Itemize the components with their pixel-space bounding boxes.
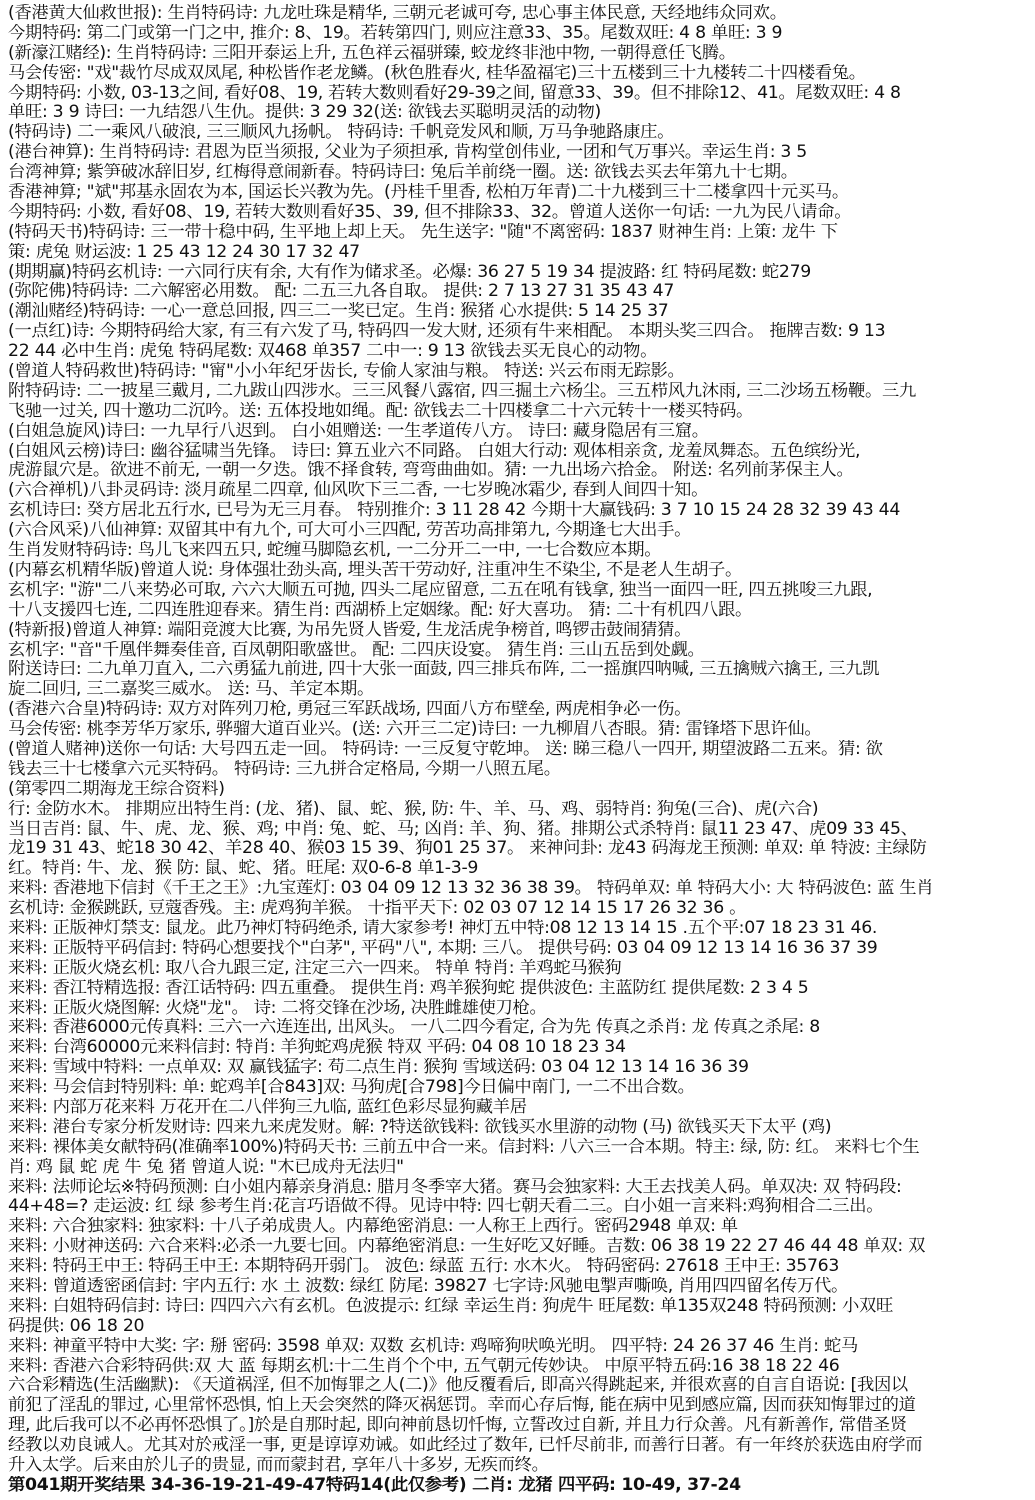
text-line: 来料: 香江特精选报: 香江话特码: 四五重叠。 提供生肖: 鸡羊猴狗蛇 提供波色: 主蓝防红 提供尾数: 2 3 4 5 <box>8 978 809 998</box>
text-line: 单旺: 3 9 诗曰: 一九结怨八生仇。提供: 3 29 32(送: 欲钱去买聪明灵活的动物) <box>8 103 601 123</box>
text-line: 当日吉肖: 鼠、牛、虎、龙、猴、鸡; 中肖: 兔、蛇、马; 凶肖: 羊、狗、猪。排期公式杀特肖: 鼠11 23 47、虎09 33 45、 <box>8 819 918 839</box>
text-line: 香港神算; "斌"邦基永固农为本, 国运长兴教为先。(丹桂千里香, 松柏万年青)二十九楼到三十二楼拿四十元买马。 <box>8 183 849 203</box>
text-line: 玄机字: "音"千凰伴舞奏佳音, 百凤朝阳歌盛世。 配: 二四庆设宴。 猜生肖: 三山五岳到处觑。 <box>8 640 705 660</box>
text-line: 马会传密: "戏"裁竹尽成双凤尾, 种松皆作老龙鳞。(秋色胜春火, 桂华盈福宅)三十五楼到三十九楼转二十四楼看兔。 <box>8 63 866 83</box>
text-line: 理, 此后我可以不必再怀恐惧了。]於是自那时起, 即向神前恳切忏悔, 立誓改过自新, 并且力行众善。凡有新善作, 常借圣贤 <box>8 1416 907 1436</box>
text-line: 附特码诗: 二一披星三戴月, 二九跋山四涉水。三三风餐八露宿, 四三掘土六杨尘。三五栉风九沐雨, 三二沙场五杨鞭。三九 <box>8 381 916 401</box>
text-line: 来料: 法师论坛※特码预测: 白小姐内幕亲身消息: 腊月冬季宰大猪。赛马会独家料: 大王去找美人码。单双决: 双 特码段: <box>8 1177 902 1197</box>
text-line: 经教以劝良诫人。尤其对於戒淫一事, 更是谆谆劝诫。如此经过了数年, 已忏尽前非, 而善行日著。有一年终於获选由府学而 <box>8 1436 923 1456</box>
text-line: (第零四二期海龙王综合资料) <box>8 779 225 799</box>
text-line: 来料: 正版火烧玄机: 取八合九跟三定, 注定三六一四来。 特单 特肖: 羊鸡蛇马猴狗 <box>8 958 622 978</box>
text-line: 来料: 裸体美女献特码(准确率100%)特码天书: 三前五中合一来。信封料: 八六三一合本期。特主: 绿, 防: 红。 来料七个生 <box>8 1137 920 1157</box>
text-line: 飞驰一过关, 四十邀功二沉吟。送: 五体投地如绳。配: 欲钱去二十四楼拿二十六元转十一楼买特码。 <box>8 401 754 421</box>
text-line: (六合风采)八仙神算: 双留其中有九个, 可大可小三四配, 劳苦功高排第九, 今期逢七大出手。 <box>8 521 692 541</box>
text-line: 来料: 香港地下信封《千王之王》:九宝莲灯: 03 04 09 12 13 32 36 38 39。 特码单双: 单 特码大小: 大 特码波色: 蓝 生肖 <box>8 879 934 899</box>
text-line: 前犯了淫乱的罪过, 心里常怀恐惧, 怕上天会突然的降灭祸惩罚。幸而心存后悔, 能在病中见到感应篇, 因而获知悔罪过的道 <box>8 1396 916 1416</box>
text-line: 玄机诗: 金猴跳跃, 豆蔻香残。主: 虎鸡狗羊猴。 十指平天下: 02 03 07 12 14 15 17 26 32 36 。 <box>8 899 747 919</box>
text-line: 来料: 白姐特码信封: 诗曰: 四四六六有玄机。色波提示: 红绿 幸运生肖: 狗虎牛 旺尾数: 单135双248 特码预测: 小双旺 <box>8 1296 893 1316</box>
text-line: 今期特码: 第二门或第一门之中, 推介: 8、19。若转第四门, 则应注意33、35。尾数双旺: 4 8 单旺: 3 9 <box>8 23 783 43</box>
text-line: 行: 金防水木。 排期应出特生肖: (龙、猪)、鼠、蛇、猴, 防: 牛、羊、马、鸡、弱特肖: 狗兔(三合)、虎(六合) <box>8 799 819 819</box>
text-line: 六合彩精选(生活幽默): 《天道祸淫, 但不加悔罪之人(二)》他反覆看后, 即高兴得跳起来, 并很欢喜的自言自语说: [我因以 <box>8 1376 908 1396</box>
text-line: (香港黄大仙救世报): 生肖特码诗: 九龙吐珠是精华, 三朝元老诚可夸, 忠心事主体民意, 天经地纬众同欢。 <box>8 4 787 23</box>
text-line: (特新报)曾道人神算: 端阳竞渡大比赛, 为吊先贤人皆爱, 生龙活虎争榜首, 鸣锣击鼓闹猜猜。 <box>8 620 692 640</box>
text-line: (特码天书)特码诗: 三一带十稳中码, 生平地上却上天。 先生送字: "随"不离密码: 1837 财神生肖: 上策: 龙牛 下 <box>8 222 838 242</box>
text-line: 生肖发财特码诗: 鸟儿飞来四五只, 蛇缠马脚隐玄机, 一二分开二一中, 一七合数应本期。 <box>8 541 662 561</box>
text-line: (一点红)诗: 今期特码给大家, 有三有六发了马, 特码四一发大财, 还须有牛来相配。 本期头奖三四合。 拖牌吉数: 9 13 <box>8 322 886 342</box>
text-line: (特码诗) 二一乘风八破浪, 三三顺风九扬帆。 特码诗: 千帆竞发风和顺, 万马争驰路康庄。 <box>8 123 675 143</box>
text-line: 来料: 特码王中王: 特码王中王: 本期特码开弱门。 波色: 绿蓝 五行: 水木火。 特码密码: 27618 王中王: 35763 <box>8 1257 840 1277</box>
text-line: 来料: 正版神灯禁支: 鼠龙。此乃神灯特码绝杀, 请大家参考! 神灯五中特:08 12 13 14 15 .五个平:07 18 23 31 46. <box>8 918 878 938</box>
text-line: 附送诗曰: 二九单刀直入, 二六勇猛九前进, 四十大张一面鼓, 四三排兵布阵, 二一摇旗四呐喊, 三五擒贼六擒王, 三九凯 <box>8 660 880 680</box>
text-line: 虎游鼠穴是。欲进不前无, 一朝一夕迭。饿不择食转, 弯弯曲曲如。猜: 一九出场六拾金。 附送: 名列前茅保主人。 <box>8 461 854 481</box>
text-line: 台湾神算; 紫笋破冰辞旧岁, 红梅得意闹新春。特码诗曰: 兔后羊前绕一圈。送: 欲钱去买去年第九十七期。 <box>8 163 798 183</box>
text-line: 旋二回归, 三二嘉奖三威水。 送: 马、羊定本期。 <box>8 680 374 700</box>
text-line: (白姐风云榜)诗曰: 幽谷猛啸当先锋。 诗曰: 算五业六不同路。 白姐大行动: 观体相亲贪, 龙羞凤舞态。五色缤纷光, <box>8 441 861 461</box>
text-line: 龙19 31 43、蛇18 30 42、羊28 40、猴03 15 39、狗01 25 37。 来神问卦: 龙43 码海龙王预测: 单双: 单 特波: 主绿防 <box>8 839 927 859</box>
text-line: (香港六合皇)特码诗: 双方对阵列刀枪, 勇冠三军跃战场, 四面八方布壁垒, 两虎相争必一伤。 <box>8 700 692 720</box>
text-line: 来料: 正版火烧图解: 火烧"龙"。 诗: 二将交锋在沙场, 决胜雌雄使刀枪。 <box>8 998 547 1018</box>
text-line: 来料: 内部万花来料 万花开在二八伴狗三九临, 蓝红色彩尽显狗藏羊居 <box>8 1097 527 1117</box>
text-line: 来料: 正版特平码信封: 特码心想要找个"白茅", 平码"八", 本期: 三八。 提供号码: 03 04 09 12 13 14 16 36 37 39 <box>8 938 878 958</box>
text-line: 来料: 雪域中特料: 一点单双: 双 赢钱猛字: 苟二点生肖: 猴狗 雪域送码: 03 04 12 13 14 16 36 39 <box>8 1058 749 1078</box>
text-line: 来料: 小财神送码: 六合来料:必杀一九要七回。内幕绝密消息: 一生好吃又好睡。吉数: 06 38 19 22 27 46 44 48 单双: 双 <box>8 1237 926 1257</box>
draw-results-footer: 第041期开奖结果 34-36-19-21-49-47特码14(此仅参考) 二肖: 龙猪 四平码: 10-49, 37-24 <box>8 1475 741 1495</box>
text-line: 今期特码: 小数, 03-13之间, 看好08、19, 若转大数则看好29-39之间, 留意33、39。但不排除12、41。尾数双旺: 4 8 <box>8 83 901 103</box>
text-line: (潮汕赌经)特码诗: 一心一意总回报, 四三二一奖已定。生肖: 猴猪 心水提供: 5 14 25 37 <box>8 302 669 322</box>
text-line: (曾道人赌神)送你一句话: 大号四五走一回。 特码诗: 一三反复守乾坤。 送: 睇三稳八一四开, 期望波路二五来。猜: 欲 <box>8 739 883 759</box>
text-line: 策: 虎兔 财运波: 1 25 43 12 24 30 17 32 47 <box>8 242 360 262</box>
text-line: 玄机诗曰: 癸方居北五行水, 已号为无三月春。 特别推介: 3 11 28 42 今期十大赢钱码: 3 7 10 15 24 28 32 39 43 44 <box>8 501 901 521</box>
text-line: (期期赢)特码玄机诗: 一六同行庆有余, 大有作为储求圣。必爆: 36 27 5 19 34 提波路: 红 特码尾数: 蛇279 <box>8 262 811 282</box>
text-line: (港台神算): 生肖特码诗: 君恩为臣当须报, 父业为子须担承, 肯构堂创伟业, 一团和气万事兴。幸运生肖: 3 5 <box>8 143 808 163</box>
text-line: 来料: 港台专家分析发财诗: 四来九来虎发财。解: ?特送欲钱料: 欲钱买水里游的动物 (马) 欲钱买天下太平 (鸡) <box>8 1117 832 1137</box>
text-line: 红。特肖: 牛、龙、猴 防: 鼠、蛇、猪。旺尾: 双0-6-8 单1-3-9 <box>8 859 479 879</box>
text-line: 升入太学。后来由於儿子的贵显, 而而蒙封君, 享年八十多岁, 无疾而终。 <box>8 1456 549 1476</box>
text-body <box>8 4 1025 1476</box>
text-line: (新濠江赌经): 生肖特码诗: 三阳开泰运上升, 五色祥云福骈臻, 蛟龙终非池中物, 一朝得意任飞腾。 <box>8 43 736 63</box>
text-line: 钱去三十七楼拿六元买特码。 特码诗: 三九拼合定格局, 今期一八照五尾。 <box>8 759 561 779</box>
text-line: 来料: 六合独家料: 独家料: 十八子弟成贵人。内幕绝密消息: 一人称王上西行。密码2948 单双: 单 <box>8 1217 738 1237</box>
text-line: (内幕玄机精华版)曾道人说: 身体强壮劲头高, 埋头苦干劳动好, 注重冲生不染尘, 不是老人生胡子。 <box>8 560 743 580</box>
text-line: (曾道人特码救世)特码诗: "甯"小小年纪牙齿长, 专偷人家油与粮。 特送: 兴云布雨无踪影。 <box>8 362 685 382</box>
text-line: 今期特码: 小数, 看好08、19, 若转大数则看好35、39, 但不排除33、32。曾道人送你一句话: 一九为民八请命。 <box>8 202 852 222</box>
text-line: 来料: 香港六合彩特码供:双 大 蓝 每期玄机:十二生肖个个中, 五气朝元传妙诀。 中原平特五码:16 38 18 22 46 <box>8 1356 840 1376</box>
text-line: 来料: 神童平特中大奖: 字: 掰 密码: 3598 单双: 双数 玄机诗: 鸡啼狗吠唤光明。 四平特: 24 26 37 46 生肖: 蛇马 <box>8 1336 858 1356</box>
text-line: 玄机字: "游"二八来势必可取, 六六大顺五可抛, 四头二尾应留意, 二五在吼有钱拿, 独当一面四一旺, 四五挑唆三九跟, <box>8 580 873 600</box>
text-line: 码提供: 06 18 20 <box>8 1316 145 1336</box>
text-line: 马会传密: 桃李芳华万家乐, 骅骝大道百业兴。(送: 六开三二定)诗曰: 一九柳眉八杏眼。猜: 雷锋塔下思许仙。 <box>8 720 822 740</box>
text-line: 来料: 台湾60000元来料信封: 特肖: 羊狗蛇鸡虎猴 特双 平码: 04 08 10 18 23 34 <box>8 1038 626 1058</box>
text-line: (六合禅机)八卦灵码诗: 淡月疏星二四章, 仙风吹下三二香, 一七岁晚冰霜少, 春到人间四十知。 <box>8 481 709 501</box>
text-line: 来料: 香港6000元传真料: 三六一六连连出, 出风头。 一八二四今看定, 合为先 传真之杀肖: 龙 传真之杀尾: 8 <box>8 1018 820 1038</box>
text-line: 十八支援四七连, 二四连胜迎春来。猜生肖: 西湖桥上定姻缘。配: 好大喜功。 猜: 二十有机四八跟。 <box>8 600 752 620</box>
text-line: (白姐急旋风)诗曰: 一九早行八迟到。 白小姐赠送: 一生孝道传八方。 诗曰: 藏身隐居有三窟。 <box>8 421 709 441</box>
text-line: (弥陀佛)特码诗: 二六解密必用数。 配: 二五三九各自取。 提供: 2 7 13 27 31 35 43 47 <box>8 282 675 302</box>
text-line: 44+48=? 走运波: 红 绿 参考生肖:花言巧语做不得。见诗中特: 四七朝天看二三。白小姐一言来料:鸡狗相合二三出。 <box>8 1197 884 1217</box>
text-line: 肖: 鸡 鼠 蛇 虎 牛 兔 猪 曾道人说: "木已成舟无法归" <box>8 1157 404 1177</box>
text-line: 来料: 曾道透密函信封: 宇内五行: 水 土 波数: 绿红 防尾: 39827 七字诗:风驰电掣声嘶唤, 肖用四四留名传万代。 <box>8 1277 848 1296</box>
text-line: 来料: 马会信封特别料: 单: 蛇鸡羊[合843]双: 马狗虎[合798]今日偏中南门, 一二不出合数。 <box>8 1078 695 1098</box>
text-line: 22 44 必中生肖: 虎兔 特码尾数: 双468 单357 二中一: 9 13 欲钱去买无良心的动物。 <box>8 342 658 362</box>
